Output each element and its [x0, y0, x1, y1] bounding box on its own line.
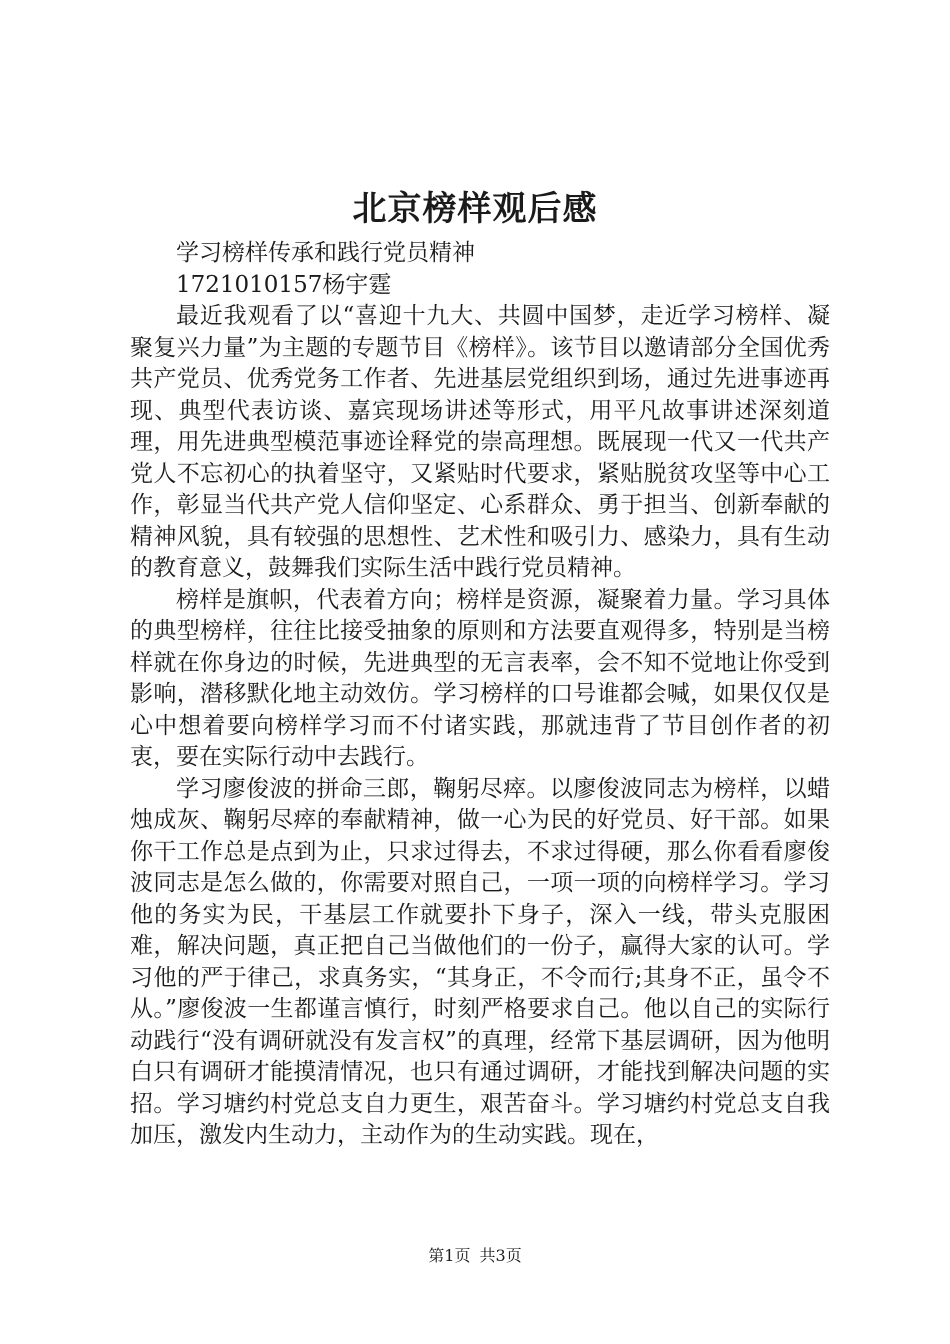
page-footer [0, 1244, 950, 1268]
document-title: 北京榜样观后感 [352, 189, 598, 229]
author-line: 1721010157杨宇霆 [176, 271, 392, 298]
document-subtitle: 学习榜样传承和践行党员精神 [176, 240, 475, 266]
paragraph: 学习廖俊波的拼命三郎，鞠躬尽瘁。以廖俊波同志为榜样，以蜡烛成灰、鞠躬尽瘁的奉献精神，做一心为民的好党员、好干部。如果你干工作总是点到为止，只求过得去，不求过得硬，那么你看看廖俊波同志是怎么做的，你需要对照自己，一项一项的向榜样学习。学习他的务实为民，干基层工作就要扑下身子，深入一线，带头克服困难，解决问题，真正把自己当做他们的一份子，赢得大家的认可。学习他的严于律己，求真务实，“其身正，不令而行;其身不正，虽令不从。”廖俊波一生都谨言慎行，时刻严格要求自己。他以自己的实际行动践行“没有调研就没有发言权”的真理，经常下基层调研，因为他明白只有调研才能摸清情况，也只有通过调研，才能找到解决问题的实招。学习塘约村党总支自力更生，艰苦奋斗。学习塘约村党总支自我加压，激发内生动力，主动作为的生动实践。现在， [130, 775, 830, 1148]
page-total: 共3页 [479, 1246, 522, 1265]
paragraph: 榜样是旗帜，代表着方向；榜样是资源，凝聚着力量。学习具体的典型榜样，往往比接受抽象的原则和方法要直观得多，特别是当榜样就在你身边的时候，先进典型的无言表率，会不知不觉地让你受到影响，潜移默化地主动效仿。学习榜样的口号谁都会喊，如果仅仅是心中想着要向榜样学习而不付诸实践，那就违背了节目创作者的初衷，要在实际行动中去践行。 [130, 586, 830, 770]
paragraph: 最近我观看了以“喜迎十九大、共圆中国梦，走近学习榜样、凝聚复兴力量”为主题的专题节目《榜样》。该节目以邀请部分全国优秀共产党员、优秀党务工作者、先进基层党组织到场，通过先进事迹再现、典型代表访谈、嘉宾现场讲述等形式，用平凡故事讲述深刻道理，用先进典型模范事迹诠释党的崇高理想。既展现一代又一代共产党人不忘初心的执着坚守，又紧贴时代要求，紧贴脱贫攻坚等中心工作，彰显当代共产党人信仰坚定、心系群众、勇于担当、创新奉献的精神风貌，具有较强的思想性、艺术性和吸引力、感染力，具有生动的教育意义，鼓舞我们实际生活中践行党员精神。 [130, 303, 830, 581]
page-number: 第1页 [428, 1246, 471, 1265]
document-body [130, 238, 830, 1152]
